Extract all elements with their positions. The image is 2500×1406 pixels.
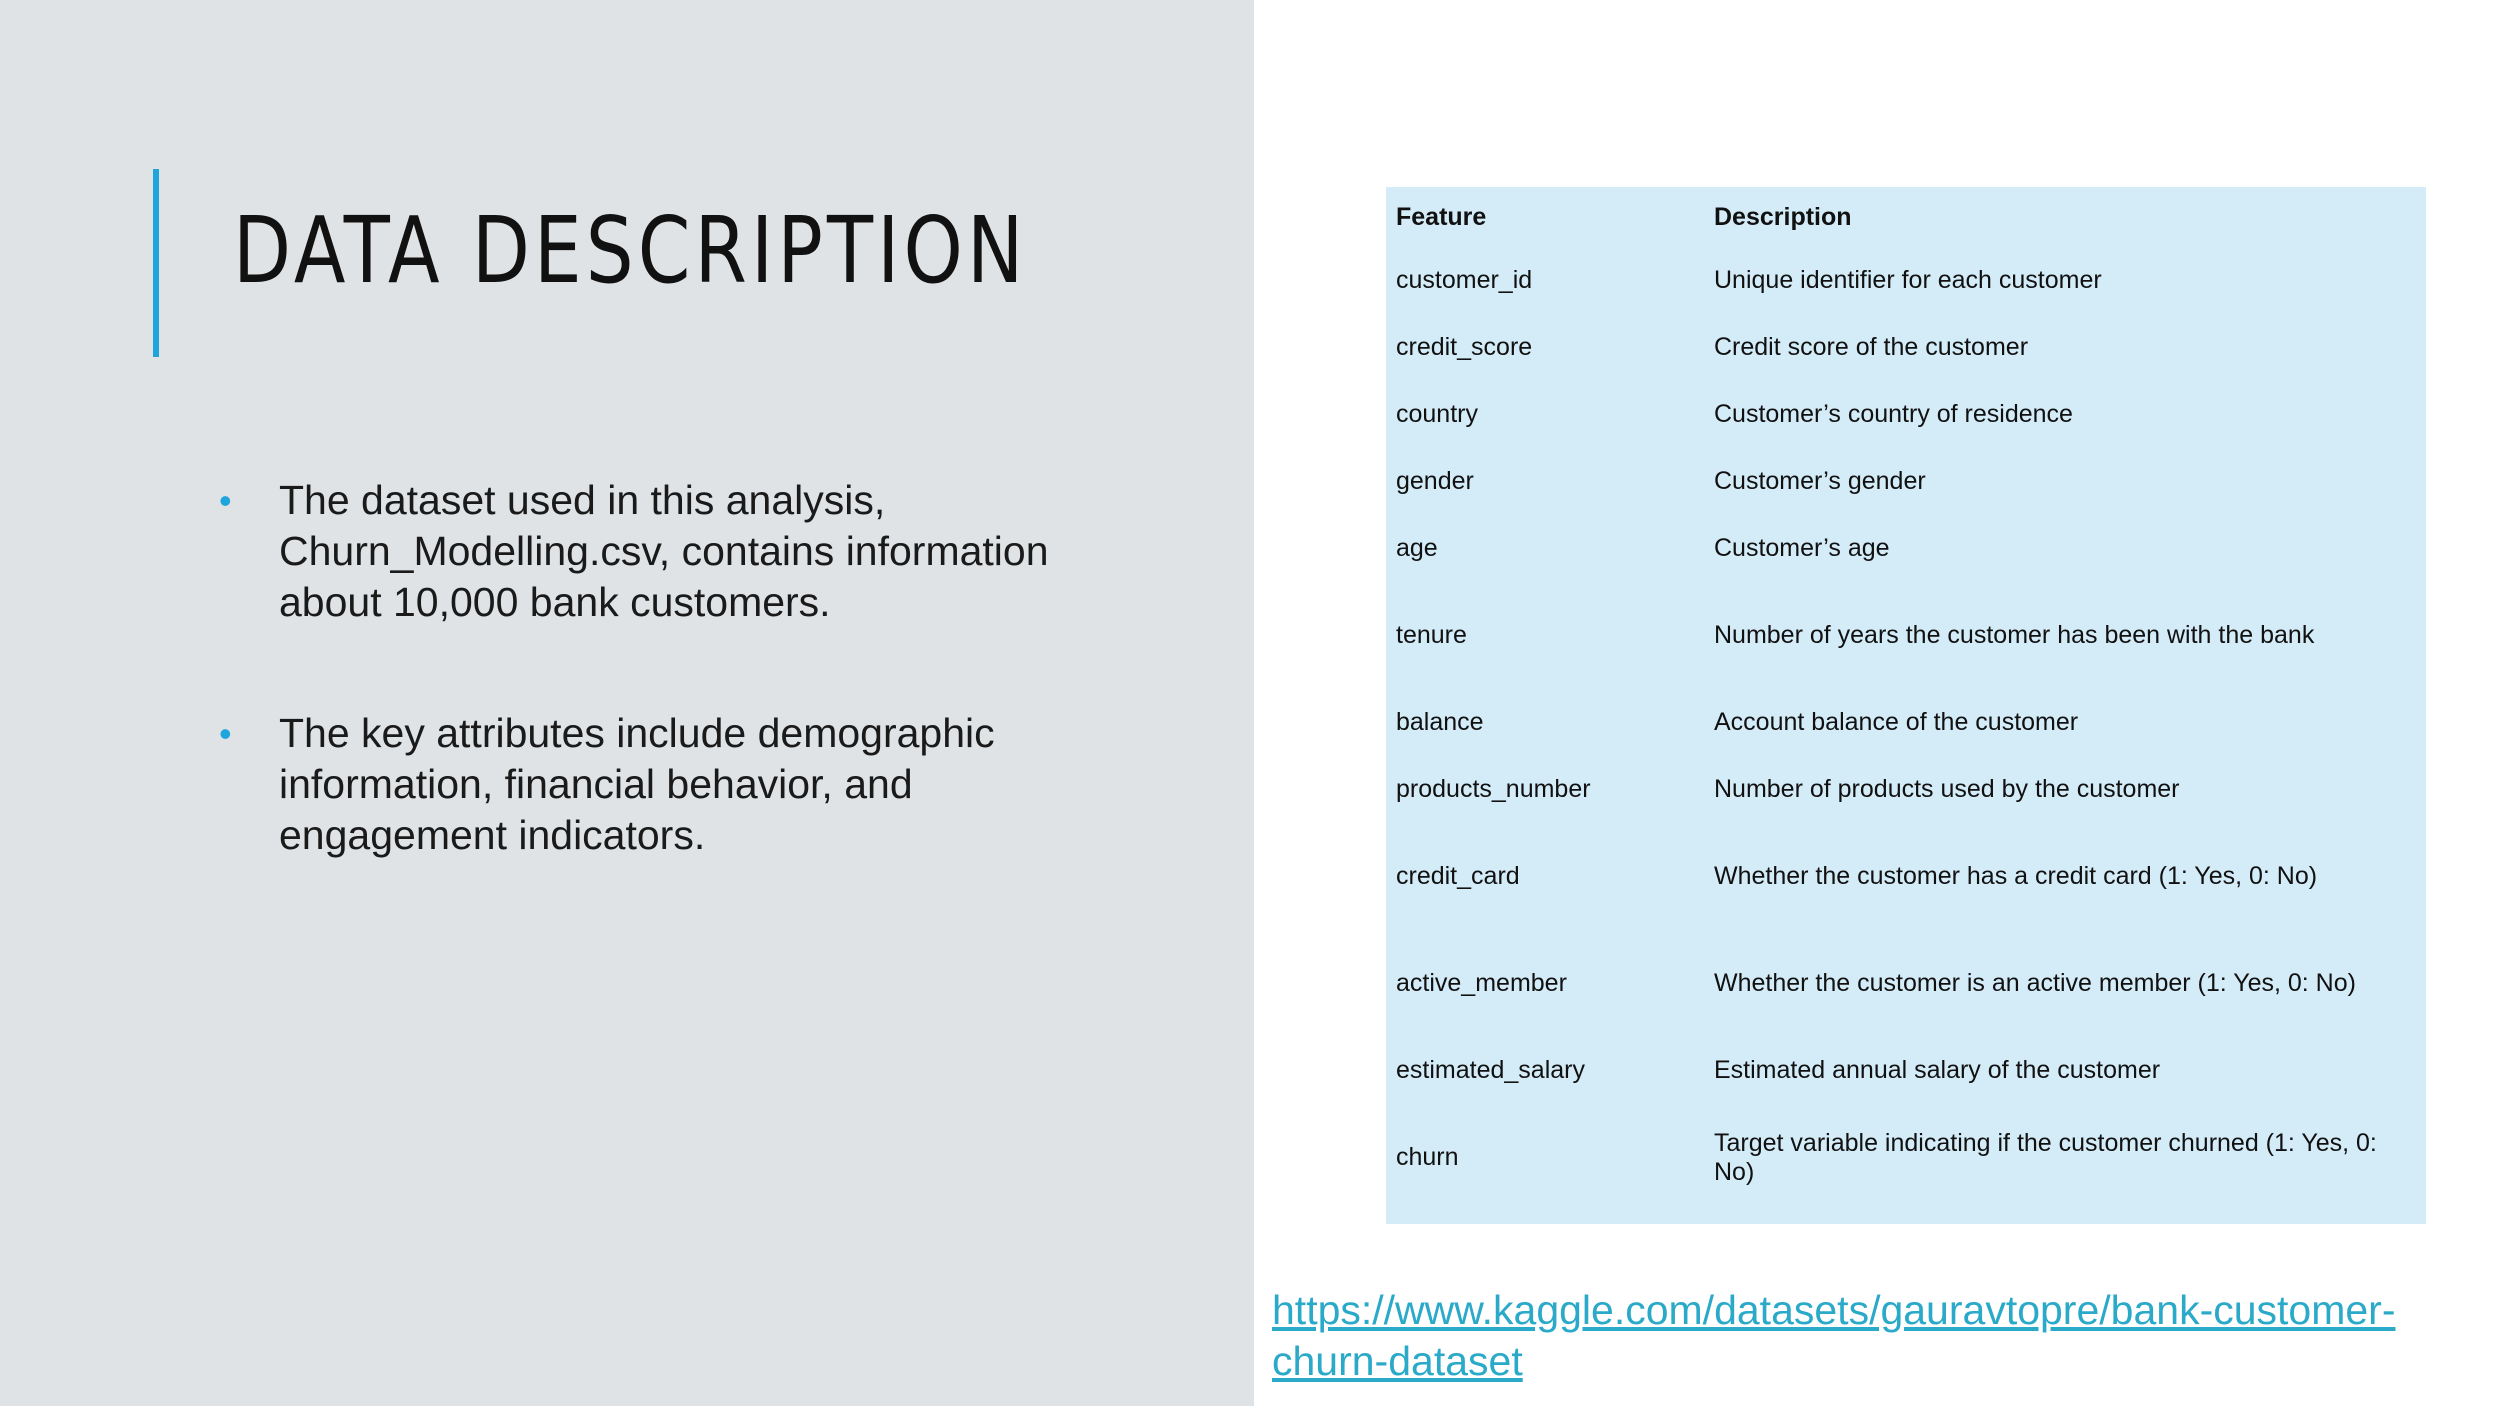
feature-cell: churn bbox=[1396, 1143, 1459, 1171]
bullet-item bbox=[215, 708, 1095, 861]
table-row bbox=[1386, 1104, 2426, 1211]
bullet-dot-icon: • bbox=[219, 713, 232, 754]
table-row bbox=[1386, 582, 2426, 689]
feature-cell: estimated_salary bbox=[1396, 1056, 1585, 1084]
header-feature: Feature bbox=[1396, 202, 1487, 231]
feature-cell: credit_score bbox=[1396, 333, 1533, 361]
description-cell: Whether the customer is an active member (1: Yes, 0: No) bbox=[1714, 969, 2356, 997]
feature-table-container bbox=[1386, 187, 2426, 1224]
description-cell: Number of years the customer has been with the bank bbox=[1714, 621, 2315, 649]
table-row bbox=[1386, 314, 2426, 381]
description-cell: Credit score of the customer bbox=[1714, 333, 2029, 361]
description-cell: Unique identifier for each customer bbox=[1714, 266, 2102, 294]
feature-table bbox=[1386, 187, 2426, 1211]
feature-cell: country bbox=[1396, 400, 1478, 428]
table-row bbox=[1386, 756, 2426, 823]
bullet-text: The dataset used in this analysis, Churn_Modelling.csv, contains information about 10,000 bank customers. bbox=[279, 477, 1049, 625]
table-row bbox=[1386, 247, 2426, 314]
table-header-row bbox=[1386, 187, 2426, 247]
table-row bbox=[1386, 1037, 2426, 1104]
feature-cell: credit_card bbox=[1396, 862, 1520, 890]
table-row bbox=[1386, 381, 2426, 448]
description-cell: Customer’s country of residence bbox=[1714, 400, 2073, 428]
table-row bbox=[1386, 689, 2426, 756]
description-cell: Whether the customer has a credit card (1: Yes, 0: No) bbox=[1714, 862, 2318, 890]
bullet-list bbox=[215, 475, 1095, 941]
dataset-source-link[interactable]: https://www.kaggle.com/datasets/gauravtopre/bank-customer-churn-dataset bbox=[1272, 1287, 2396, 1384]
description-cell: Target variable indicating if the customer churned (1: Yes, 0: No) bbox=[1714, 1128, 2377, 1186]
feature-cell: gender bbox=[1396, 467, 1474, 495]
feature-cell: active_member bbox=[1396, 969, 1567, 997]
feature-cell: age bbox=[1396, 534, 1438, 562]
table-row bbox=[1386, 930, 2426, 1037]
table-row bbox=[1386, 823, 2426, 930]
description-cell: Account balance of the customer bbox=[1714, 708, 2079, 736]
header-description: Description bbox=[1714, 202, 1852, 231]
description-cell: Estimated annual salary of the customer bbox=[1714, 1056, 2161, 1084]
bullet-text: The key attributes include demographic information, financial behavior, and engagement indicators. bbox=[279, 710, 995, 858]
slide-title: DATA DESCRIPTION bbox=[233, 197, 1028, 304]
feature-cell: products_number bbox=[1396, 775, 1591, 803]
description-cell: Customer’s age bbox=[1714, 534, 1890, 562]
description-cell: Customer’s gender bbox=[1714, 467, 1926, 495]
feature-cell: balance bbox=[1396, 708, 1484, 736]
table-row bbox=[1386, 448, 2426, 515]
table-row bbox=[1386, 515, 2426, 582]
feature-cell: customer_id bbox=[1396, 266, 1533, 294]
title-accent-bar bbox=[153, 169, 159, 357]
bullet-dot-icon: • bbox=[219, 480, 232, 521]
description-cell: Number of products used by the customer bbox=[1714, 775, 2180, 803]
bullet-item bbox=[215, 475, 1095, 628]
feature-cell: tenure bbox=[1396, 621, 1467, 649]
